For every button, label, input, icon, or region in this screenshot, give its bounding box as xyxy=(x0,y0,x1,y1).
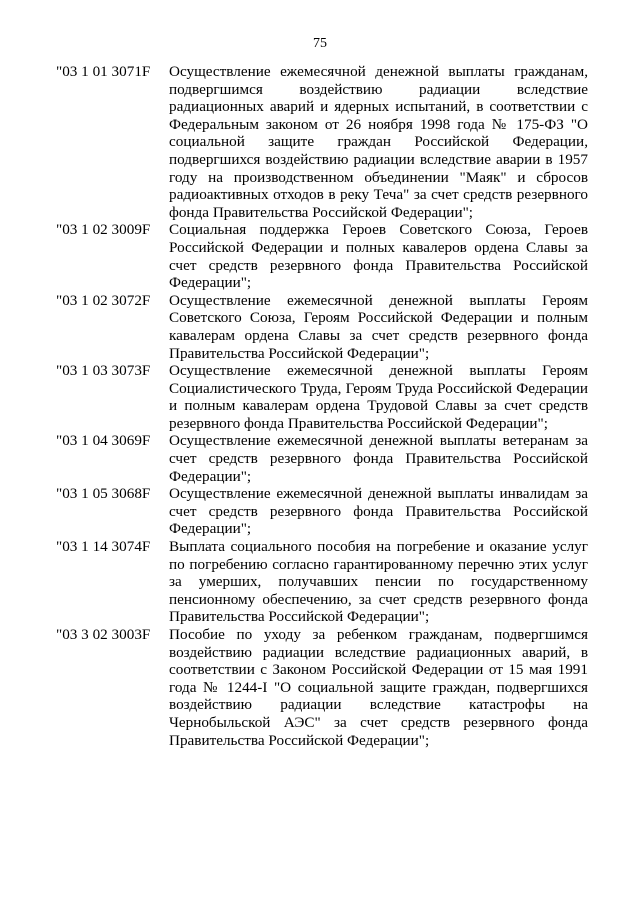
budget-code: "03 1 14 3074F xyxy=(56,538,151,556)
budget-code: "03 1 03 3073F xyxy=(56,362,151,380)
budget-code-list xyxy=(56,63,588,749)
list-item xyxy=(56,292,588,362)
code-description: Выплата социального пособия на погребение и оказание услуг по погребению согласно гарантированному перечню этих услуг за умерших, получавших пенсии по государственному пенсионному обеспечению, за счет средств резервного фонда Правительства Российской Федерации"; xyxy=(169,538,588,626)
list-item xyxy=(56,63,588,221)
code-description: Осуществление ежемесячной денежной выплаты гражданам, подвергшимся воздействию радиации вследствие радиационных аварий и ядерных испытаний, в соответствии с Федеральным законом от 26 ноября 1998 года № 175-ФЗ "О социальной защите граждан Российской Федерации, подвергшихся воздействию радиации вследствие аварии в 1957 году на производственном объединении "Маяк" и сбросов радиоактивных отходов в реку Теча" за счет средств резервного фонда Правительства Российской Федерации"; xyxy=(169,63,588,221)
code-description: Осуществление ежемесячной денежной выплаты ветеранам за счет средств резервного фонда Правительства Российской Федерации"; xyxy=(169,432,588,485)
list-item xyxy=(56,485,588,538)
budget-code: "03 1 01 3071F xyxy=(56,63,151,80)
budget-code: "03 1 02 3072F xyxy=(56,291,151,309)
list-item xyxy=(56,221,588,291)
code-description: Пособие по уходу за ребенком гражданам, подвергшимся воздействию радиации вследствие радиационных аварий, в соответствии с Законом Российской Федерации от 15 мая 1991 года № 1244-I "О социальной защите граждан, подвергшихся воздействию радиации вследствие катастрофы на Чернобыльской АЭС" за счет средств резервного фонда Правительства Российской Федерации"; xyxy=(169,626,588,749)
list-item xyxy=(56,362,588,432)
code-description: Осуществление ежемесячной денежной выплаты Героям Социалистического Труда, Героям Труда Российской Федерации и полным кавалерам ордена Трудовой Славы за счет средств резервного фонда Правительства Российской Федерации"; xyxy=(169,362,588,432)
budget-code: "03 1 04 3069F xyxy=(56,432,151,450)
list-item xyxy=(56,538,588,626)
list-item xyxy=(56,432,588,485)
budget-code: "03 1 05 3068F xyxy=(56,485,151,503)
code-description: Осуществление ежемесячной денежной выплаты Героям Советского Союза, Героям Российской Федерации и полным кавалерам ордена Славы за счет средств резервного фонда Правительства Российской Федерации"; xyxy=(169,291,588,362)
page-number: 75 xyxy=(313,36,327,51)
budget-code: "03 3 02 3003F xyxy=(56,626,151,643)
list-item xyxy=(56,626,588,749)
budget-code: "03 1 02 3009F xyxy=(56,221,151,239)
code-description: Социальная поддержка Героев Советского Союза, Героев Российской Федерации и полных кавалеров ордена Славы за счет средств резервного фонда Правительства Российской Федерации"; xyxy=(169,221,588,292)
code-description: Осуществление ежемесячной денежной выплаты инвалидам за счет средств резервного фонда Правительства Российской Федерации"; xyxy=(169,485,588,538)
